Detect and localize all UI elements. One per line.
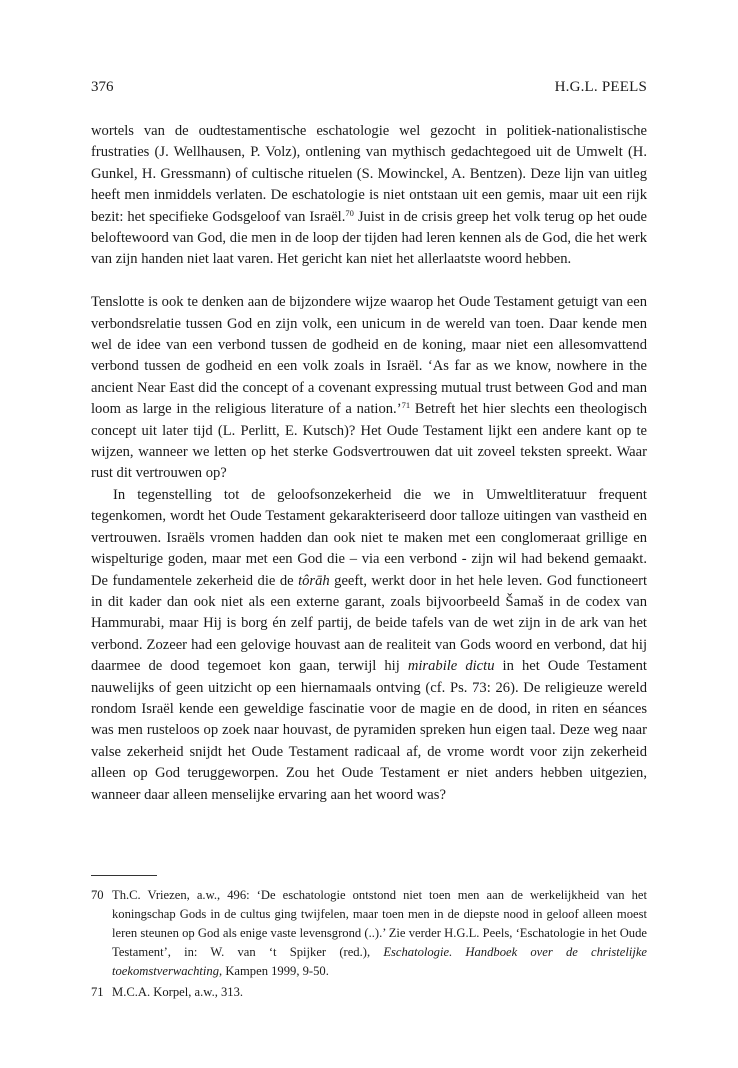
italic-term: tôrāh (298, 572, 330, 589)
text-segment: Th.C. Vriezen, a.w., 496: ‘De eschatologie ontstond niet toen men aan de werkelijkheid van het koningschap Gods in de cultus ging twijfelen, maar toen men in de diepste nood in geloof alleen moest leren steunen op God als enige vaste levensgrond (..).’ Zie verder H.G.L. Peels, ‘Eschatologie in het Oude Testament’, in: W. van ‘t Spijker (red.), (112, 888, 647, 959)
text-segment: wortels van de oudtestamentische eschatologie wel gezocht in politiek-nationalistische frustraties (J. Wellhausen, P. Volz), ontlening van mythisch gedachtegoed uit de Umwelt (H. Gunkel, H. Gressmann) of cultische rituelen (S. Mowinckel, A. Bentzen). Deze lijn van uitleg heeft men inmiddels verlaten. De eschatologie is niet ontstaan uit een gemis, maar uit een rijk bezit: het specifieke Godsgeloof van Israël. (91, 123, 647, 225)
text-segment: geeft, werkt door in het hele leven. God functioneert in dit kader dan ook niet als een externe garant, zoals bijvoorbeeld Šamaš in de codex van Hammurabi, maar Hij is borg én zelf partij, de beide tafels van de wet zijn in de ark van het verbond. Zozeer had een gelovige houvast aan de realiteit van Gods woord en verbond, dat hij daarmee de dood tegemoet kon gaan, terwijl hij (91, 572, 647, 675)
text-segment: In tegenstelling tot de geloofsonzekerheid die we in Umweltliteratuur frequent tegenkomen, wordt het Oude Testament gekarakteriseerd door talloze uitingen van vastheid en vertrouwen. Israëls vromen hadden dan ook niet te maken met een conglomeraat grillige en wispelturige goden, maar met een God die – via een verbond - zijn wil had bekend gemaakt. De fundamentele zekerheid die de (91, 486, 647, 589)
paragraph (91, 485, 647, 806)
text-segment: Betreft het hier slechts een theologisch concept uit later tijd (L. Perlitt, E. Kutsch)? Het Oude Testament lijkt een andere kant op te wijzen, wanneer we letten op het sterke Godsvertrouwen dat uit zoveel teksten spreekt. Waar rust dit vertrouwen op? (91, 401, 647, 482)
page-number: 376 (91, 79, 114, 95)
running-head-author: H.G.L. PEELS (554, 79, 647, 95)
paragraph (91, 121, 647, 271)
text-segment: Juist in de crisis greep het volk terug op het oude beloftewoord van God, die men in de loop der tijden had leren kennen als de God, die het werk van zijn handen niet laat varen. Het gericht kan niet het allerlaatste woord hebben. (91, 208, 647, 268)
text-segment: Tenslotte is ook te denken aan de bijzondere wijze waarop het Oude Testament getuigt van een verbondsrelatie tussen God en zijn volk, een unicum in de wereld van toen. Daar kende men wel de idee van een verbond tussen de godheid en de koning, maar niet een allesomvattend verbond tussen de godheid en een volk zoals in Israël. ‘As far as we know, nowhere in the ancient Near East did the concept of a covenant expressing mutual trust between God and man loom as large in the religious literature of a nation.’ (91, 294, 647, 418)
text-segment: , Kampen 1999, 9-50. (219, 963, 329, 978)
italic-term: mirabile dictu (407, 658, 495, 675)
text-segment: in het Oude Testament nauwelijks of geen uitzicht op een hiernamaals ontving (cf. Ps. 73: 26). De religieuze wereld rondom Israël kende een geweldige fascinatie voor de magie en de dood, in riten en séances was men rusteloos op zoek naar houvast, de pyramiden spreken hun eigen taal. Deze weg naar valse zekerheid snijdt het Oude Testament radicaal af, de vrome wordt voor zijn zekerheid alleen op God teruggeworpen. Zou het Oude Testament er niet anders hebben uitgezien, wanneer daar alleen menselijke ervaring aan het woord was? (91, 658, 647, 803)
footnote-number: 70 (91, 888, 104, 902)
footnote-71 (91, 983, 647, 1002)
paragraph (91, 292, 647, 485)
footnotes (91, 886, 647, 1003)
footnote-70 (91, 886, 647, 981)
footnote-number: 71 (91, 984, 104, 999)
footnote-ref-70[interactable]: 70 (345, 207, 354, 218)
footnote-ref-71[interactable]: 71 (401, 400, 411, 411)
running-header (91, 79, 647, 99)
main-text (91, 121, 647, 806)
italic-title: Eschatologie. Handboek over de christelijke toekomstverwachting (112, 944, 647, 978)
text-segment: M.C.A. Korpel, a.w., 313. (112, 984, 244, 999)
footnote-separator (91, 875, 157, 876)
